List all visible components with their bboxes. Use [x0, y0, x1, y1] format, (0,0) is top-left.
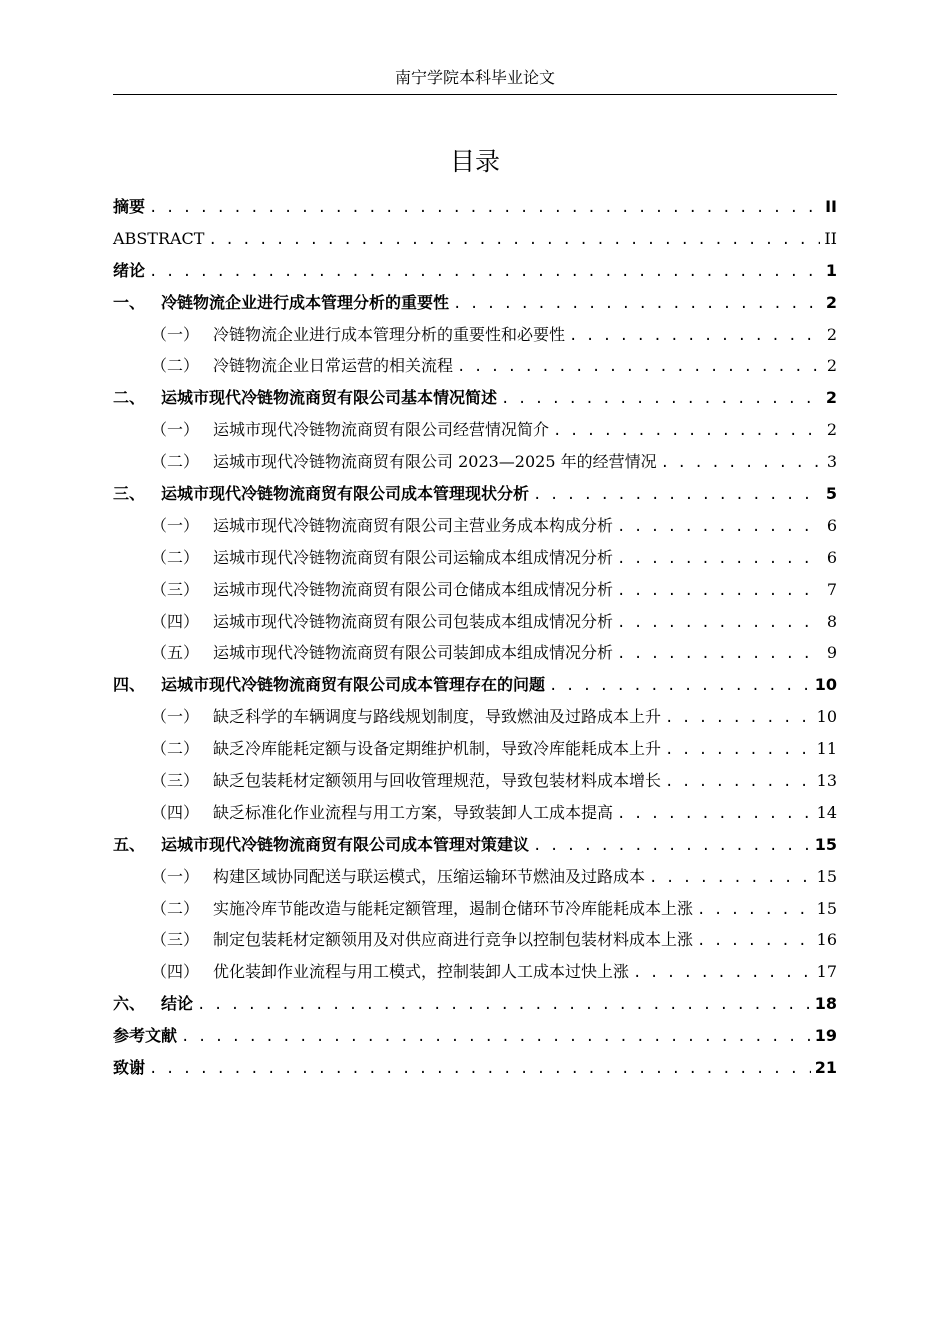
dot-leader: [208, 225, 820, 257]
toc-entry-section-5-2[interactable]: [113, 893, 837, 925]
toc-title: 目录: [449, 147, 500, 176]
toc-entry-text: 致谢: [113, 1058, 146, 1078]
dot-leader: [649, 863, 813, 895]
toc-entry-section-3-5[interactable]: [113, 637, 837, 669]
dot-leader: [533, 480, 821, 512]
toc-page-number: 13: [816, 771, 837, 791]
dot-leader: [697, 895, 813, 927]
dot-leader: [533, 831, 811, 863]
toc-page-number: 2: [825, 388, 837, 408]
toc-entry-text: 运城市现代冷链物流商贸有限公司运输成本组成情况分析: [213, 547, 614, 567]
dot-leader: [149, 1054, 811, 1086]
toc-entry-text: 运城市现代冷链物流商贸有限公司成本管理对策建议: [161, 834, 530, 854]
toc-entry-text: 实施冷库节能改造与能耗定额管理，遏制仓储环节冷库能耗成本上涨: [213, 898, 694, 918]
dot-leader: [501, 384, 821, 416]
toc-entry-chapter-4[interactable]: [113, 669, 837, 701]
toc-entry-chapter-2[interactable]: [113, 382, 837, 414]
toc-page-number: 19: [814, 1026, 837, 1046]
toc-entry-section-4-1[interactable]: [113, 701, 837, 733]
toc-page-number: 9: [826, 643, 837, 663]
toc-page-number: 2: [826, 356, 837, 376]
toc-page-number: 21: [814, 1058, 837, 1078]
toc-page-number: 14: [816, 802, 837, 822]
toc-entry-number: （二）: [151, 898, 200, 918]
toc-entry-text: 冷链物流企业进行成本管理分析的重要性: [161, 292, 450, 312]
toc-entry-text: 制定包装耗材定额领用及对供应商进行竞争以控制包装材料成本上涨: [213, 930, 694, 950]
toc-page-number: 1: [825, 260, 837, 280]
toc-entry-text: 运城市现代冷链物流商贸有限公司成本管理现状分析: [161, 484, 530, 504]
toc-page-number: 5: [825, 484, 837, 504]
toc-entry-text: 缺乏包装耗材定额领用与回收管理规范，导致包装材料成本增长: [213, 771, 662, 791]
toc-entry-abstract-en[interactable]: [113, 223, 837, 255]
dot-leader: [617, 608, 821, 640]
toc-entry-section-5-1[interactable]: [113, 861, 837, 893]
toc-entry-number: （一）: [151, 420, 200, 440]
toc-entry-number: （三）: [151, 771, 200, 791]
dot-leader: [697, 926, 813, 958]
toc-entry-section-5-3[interactable]: [113, 924, 837, 956]
toc-entry-number: （一）: [151, 707, 200, 727]
toc-entry-text: 冷链物流企业进行成本管理分析的重要性和必要性: [213, 324, 566, 344]
toc-entry-chapter-6[interactable]: [113, 988, 837, 1020]
toc-entry-number: 一、: [113, 292, 146, 312]
toc-entry-section-3-1[interactable]: [113, 510, 837, 542]
toc-entry-text: 运城市现代冷链物流商贸有限公司仓储成本组成情况分析: [213, 579, 614, 599]
toc-entry-section-3-3[interactable]: [113, 574, 837, 606]
toc-entry-text: 冷链物流企业日常运营的相关流程: [213, 356, 454, 376]
toc-entry-chapter-1[interactable]: [113, 287, 837, 319]
toc-page-number: 7: [826, 579, 837, 599]
dot-leader: [553, 416, 821, 448]
dot-leader: [665, 735, 813, 767]
toc-entry-references[interactable]: [113, 1020, 837, 1052]
toc-entry-text: 运城市现代冷链物流商贸有限公司 2023—2025 年的经营情况: [213, 452, 657, 472]
toc-entry-text: 缺乏标准化作业流程与用工方案，导致装卸人工成本提高: [213, 802, 614, 822]
toc-page-number: 15: [816, 898, 837, 918]
toc-entry-number: 六、: [113, 994, 146, 1014]
toc-entry-text: 构建区域协同配送与联运模式，压缩运输环节燃油及过路成本: [213, 866, 646, 886]
toc-entry-text: 运城市现代冷链物流商贸有限公司主营业务成本构成分析: [213, 515, 614, 535]
dot-leader: [633, 958, 813, 990]
dot-leader: [617, 639, 821, 671]
toc-page-number: 11: [816, 739, 837, 759]
toc-entry-introduction[interactable]: [113, 255, 837, 287]
toc-page-number: 10: [814, 675, 837, 695]
toc-entry-number: （二）: [151, 739, 200, 759]
toc-entry-number: （四）: [151, 802, 200, 822]
toc-page-number: 8: [826, 611, 837, 631]
toc-entry-section-2-1[interactable]: [113, 414, 837, 446]
table-of-contents: [113, 191, 837, 1084]
dot-leader: [617, 576, 821, 608]
toc-entry-text: 缺乏科学的车辆调度与路线规划制度，导致燃油及过路成本上升: [213, 707, 662, 727]
dot-leader: [661, 448, 821, 480]
toc-entry-number: （一）: [151, 515, 200, 535]
toc-entry-text: 参考文献: [113, 1026, 178, 1046]
toc-page-number: 2: [825, 292, 837, 312]
toc-entry-number: （三）: [151, 930, 200, 950]
toc-page-number: 17: [816, 962, 837, 982]
toc-entry-section-3-2[interactable]: [113, 542, 837, 574]
toc-entry-text: 缺乏冷库能耗定额与设备定期维护机制，导致冷库能耗成本上升: [213, 739, 662, 759]
toc-entry-text: 优化装卸作业流程与用工模式，控制装卸人工成本过快上涨: [213, 962, 630, 982]
dot-leader: [617, 799, 813, 831]
dot-leader: [453, 289, 821, 321]
toc-entry-section-1-1[interactable]: [113, 319, 837, 351]
toc-entry-section-4-3[interactable]: [113, 765, 837, 797]
toc-entry-number: 五、: [113, 834, 146, 854]
toc-entry-text: 结论: [161, 994, 194, 1014]
dot-leader: [617, 544, 821, 576]
toc-entry-number: （二）: [151, 356, 200, 376]
toc-entry-chapter-3[interactable]: [113, 478, 837, 510]
toc-page-number: 2: [826, 324, 837, 344]
toc-entry-chapter-5[interactable]: [113, 829, 837, 861]
dot-leader: [457, 352, 821, 384]
toc-entry-number: （四）: [151, 962, 200, 982]
toc-page-number: 18: [814, 994, 837, 1014]
toc-entry-section-2-2[interactable]: [113, 446, 837, 478]
dot-leader: [617, 512, 821, 544]
toc-entry-section-1-2[interactable]: [113, 350, 837, 382]
toc-page-number: II: [824, 228, 837, 248]
dot-leader: [549, 671, 811, 703]
toc-page-number: 6: [826, 515, 837, 535]
toc-page-number: 3: [826, 452, 837, 472]
toc-entry-text: 摘要: [113, 197, 146, 216]
toc-entry-number: 二、: [113, 388, 146, 408]
toc-entry-number: （一）: [151, 324, 200, 344]
toc-entry-number: （四）: [151, 611, 200, 631]
toc-entry-abstract-cn[interactable]: [113, 191, 837, 223]
toc-entry-number: 三、: [113, 484, 146, 504]
toc-entry-number: （一）: [151, 866, 200, 886]
toc-page-number: 15: [816, 866, 837, 886]
toc-entry-text: 运城市现代冷链物流商贸有限公司成本管理存在的问题: [161, 675, 546, 695]
toc-page-number: 10: [816, 707, 837, 727]
toc-entry-text: 运城市现代冷链物流商贸有限公司基本情况简述: [161, 388, 498, 408]
toc-entry-number: （二）: [151, 547, 200, 567]
toc-page-number: 15: [814, 834, 837, 854]
dot-leader: [197, 990, 811, 1022]
toc-entry-section-4-4[interactable]: [113, 797, 837, 829]
dot-leader: [181, 1022, 811, 1054]
toc-page-number: 16: [816, 930, 837, 950]
page-header: 南宁学院本科毕业论文: [113, 62, 837, 95]
dot-leader: [569, 321, 821, 353]
toc-page-number: II: [825, 197, 837, 216]
toc-entry-section-4-2[interactable]: [113, 733, 837, 765]
dot-leader: [665, 703, 813, 735]
toc-entry-section-3-4[interactable]: [113, 606, 837, 638]
toc-entry-text: 绪论: [113, 260, 146, 280]
dot-leader: [149, 193, 821, 225]
toc-entry-number: （三）: [151, 579, 200, 599]
toc-entry-section-5-4[interactable]: [113, 956, 837, 988]
toc-entry-number: 四、: [113, 675, 146, 695]
toc-page-number: 2: [826, 420, 837, 440]
toc-page-number: 6: [826, 547, 837, 567]
dot-leader: [665, 767, 813, 799]
toc-entry-text: ABSTRACT: [113, 228, 205, 248]
toc-entry-number: （二）: [151, 452, 200, 472]
toc-entry-number: （五）: [151, 643, 200, 663]
toc-entry-text: 运城市现代冷链物流商贸有限公司经营情况简介: [213, 420, 550, 440]
toc-entry-text: 运城市现代冷链物流商贸有限公司包装成本组成情况分析: [213, 611, 614, 631]
dot-leader: [149, 257, 821, 289]
toc-entry-text: 运城市现代冷链物流商贸有限公司装卸成本组成情况分析: [213, 643, 614, 663]
toc-entry-acknowledgements[interactable]: [113, 1052, 837, 1084]
